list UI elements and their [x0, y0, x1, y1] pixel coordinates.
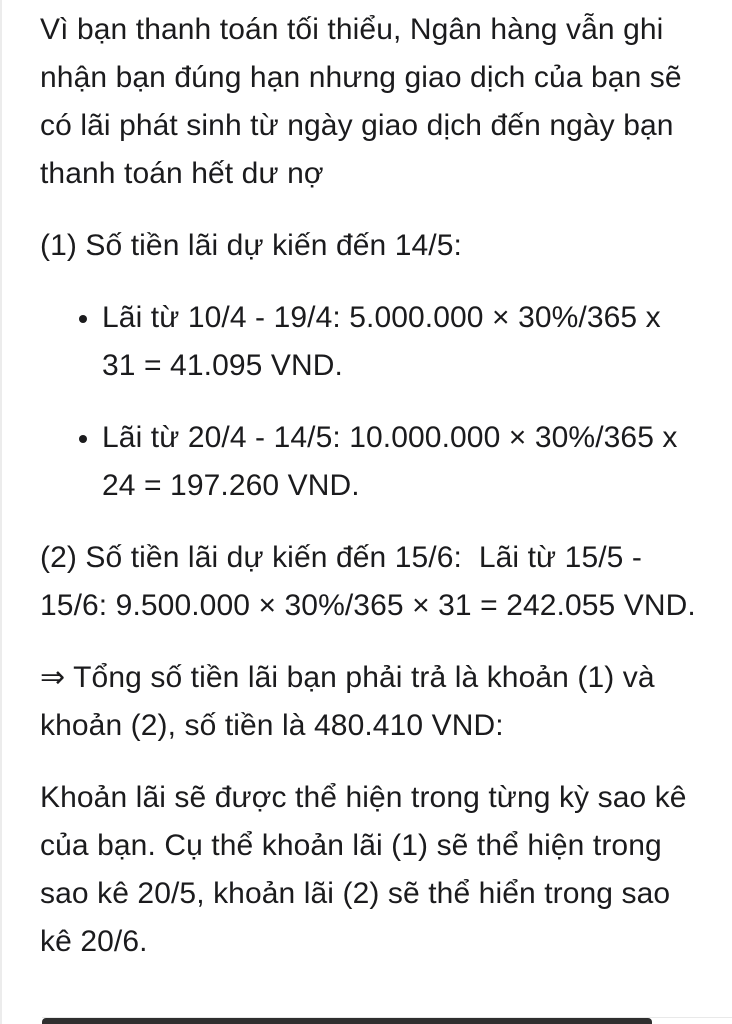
- cropped-dark-element-top-edge: [42, 1018, 652, 1024]
- interest-bullet-list: [40, 294, 698, 510]
- paragraph-total: ⇒ Tổng số tiền lãi bạn phải trả là khoản (1) và khoản (2), số tiền là 480.410 VND:: [40, 661, 664, 742]
- paragraph-item1-heading: (1) Số tiền lãi dự kiến đến 14/5:: [40, 229, 462, 262]
- list-item-interest-2: • Lãi từ 20/4 - 14/5: 10.000.000 × 30%/365 x 24 = 197.260 VND.: [102, 414, 698, 510]
- paragraph-item2: (2) Số tiền lãi dự kiến đến 15/6: Lãi từ 15/5 - 15/6: 9.500.000 × 30%/365 × 31 = 242.055 VND.: [40, 541, 696, 622]
- list-item-interest-1: • Lãi từ 10/4 - 19/4: 5.000.000 × 30%/365 x 31 = 41.095 VND.: [102, 294, 698, 390]
- paragraph-note: Khoản lãi sẽ được thể hiện trong từng kỳ sao kê của bạn. Cụ thể khoản lãi (1) sẽ thể hiện trong sao kê 20/5, khoản lãi (2) sẽ thể hiển trong sao kê 20/6.: [40, 781, 696, 958]
- paragraph-intro: Vì bạn thanh toán tối thiểu, Ngân hàng vẫn ghi nhận bạn đúng hạn nhưng giao dịch của bạn sẽ có lãi phát sinh từ ngày giao dịch đến ngày bạn thanh toán hết dư nợ: [40, 13, 691, 190]
- message-body: [2, 0, 732, 966]
